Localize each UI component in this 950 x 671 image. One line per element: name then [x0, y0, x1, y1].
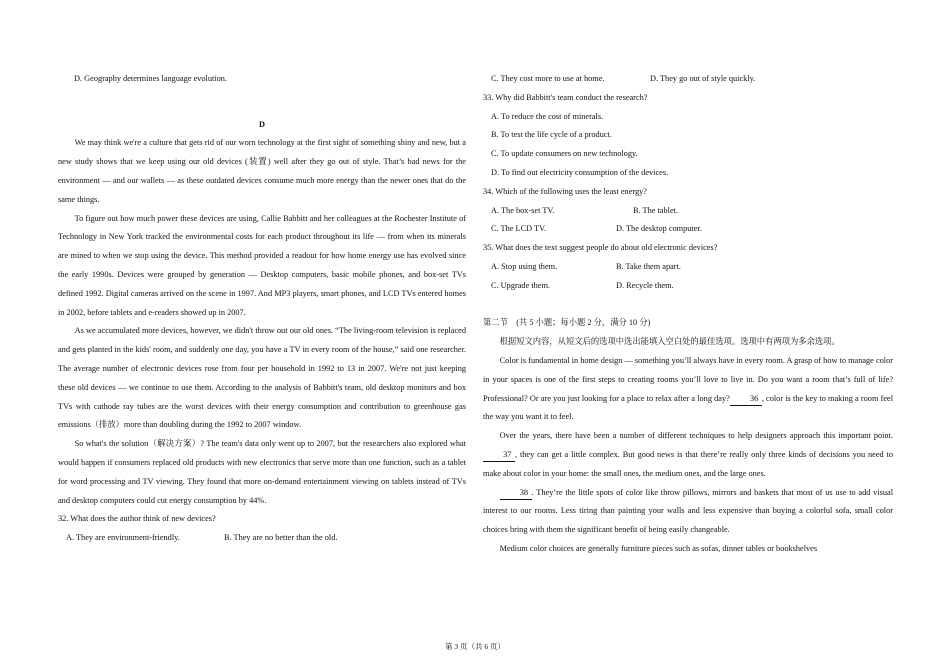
cloze-p1-end: , color is the key to making a room feel the way you want it to feel.: [483, 393, 893, 422]
page-footer: 第 3 页（共 6 页）: [445, 642, 505, 651]
blank-37: 37: [483, 449, 515, 462]
cloze-p1-text: Color is fundamental in home design — something you’ll always have in every room. A grasp of how to manage color in your spaces is one of the first steps to creating rooms you’ll love to live in. Do you want a room that’s full of life? Professional? Or are you just looking for a place to relax after a long day?: [483, 355, 893, 403]
q34-option-a: A. The box-set TV.: [491, 205, 555, 215]
blank-38: 38: [500, 487, 532, 500]
question-32: 32. What does the author think of new devices?: [58, 514, 216, 524]
section-2-instructions: 根据短文内容，从短文后的选项中选出能填入空白处的最佳选项。选项中有两项为多余选项。: [499, 337, 840, 347]
q32-option-d: D. They go out of style quickly.: [650, 74, 756, 83]
q32-option-c: C. They cost more to use at home.: [491, 74, 605, 83]
q32-option-a: A. They are environment-friendly.: [66, 533, 180, 543]
q34-option-b: B. The tablet.: [633, 205, 679, 215]
q35-option-c: C. Upgrade them.: [491, 280, 550, 290]
q35-option-b: B. Take them apart.: [616, 261, 681, 271]
section-2-heading: 第二节 (共 5 小题；每小题 2 分，满分 10 分): [483, 318, 651, 328]
cloze-p2-end: , they can get a little complex. But good news is that there’re really only three kinds of decisions you need to make about color in your home: the small ones, the medium ones, and the large ones.: [483, 449, 893, 478]
blank-36: 36: [730, 393, 762, 406]
passage-d-paragraph-4: So what's the solution（解决方案）? The team's data only went up to 2007, but the researchers also explored what would happen if consumers replaced old products with new electronics that serve more than one function, such as a tablet for word processing and TV viewing. They found that more on-demand entertainment viewing on tablets instead of TVs and desktop computers could cut energy consumption by 44%.: [58, 439, 466, 505]
q32-option-b: B. They are no better than the old.: [224, 533, 338, 543]
q33-option-c: C. To update consumers on new technology.: [491, 149, 638, 159]
question-32-options: [58, 529, 466, 548]
passage-d-paragraph-1: We may think we're a culture that gets rid of our worn technology at the first sight of something shiny and new, but a new study shows that we keep using our old devices (装置) well after they go out of style. That’s bad news for the environment — and our wallets — as these outdated devices consume much more energy than the newer ones that do the same things.: [58, 138, 466, 204]
question-35: 35. What does the text suggest people do about old electronic devices?: [483, 243, 718, 253]
cloze-p2-text: Over the years, there have been a number of different techniques to help designers approach this important point.: [499, 431, 893, 441]
cloze-paragraph-4: Medium color choices are generally furniture pieces such as sofas, dinner tables or bookshelves: [499, 543, 818, 553]
passage-d-paragraph-2: To figure out how much power these devices are using, Callie Babbitt and her colleagues at the Rochester Institute of Technology in New York tracked the environmental costs for each product throughout its life — from when its minerals are mined to when we stop using the device. This method provided a readout for how home energy use has evolved since the early 1990s. Devices were grouped by generation — Desktop computers, basic mobile phones, and box-set TVs defined 1992. Digital cameras arrived on the scene in 1997. And MP3 players, smart phones, and LCD TVs entered homes in 2002, before tablets and e-readers showed up in 2007.: [58, 213, 466, 317]
question-33: 33. Why did Babbitt's team conduct the research?: [483, 92, 648, 102]
cloze-paragraph-2: [483, 427, 893, 483]
q33-option-b: B. To test the life cycle of a product.: [491, 130, 612, 140]
passage-d-paragraph-3: As we accumulated more devices, however, we didn't throw out our old ones. “The living-room television is replaced and gets planted in the kids' room, and suddenly one day, you have a TV in every room of the house,” said one researcher. The average number of electronic devices rose from four per household in 1992 to 13 in 2007. We're not just keeping these old devices — we continue to use them. According to the analysis of Babbitt's team, old desktop monitors and box TVs with cathode ray tubes are the worst devices with their energy consumption and contribution to greenhouse gas emissions（排放）more than doubling during the 1992 to 2007 window.: [58, 326, 466, 430]
question-34: 34. Which of the following uses the least energy?: [483, 186, 647, 196]
cloze-paragraph-1: [483, 352, 893, 427]
left-column: [58, 70, 466, 548]
q34-option-c: C. The LCD TV.: [491, 224, 547, 234]
question-34-options-ab: [483, 202, 893, 221]
right-column: [483, 70, 893, 559]
q35-option-d: D. Recycle them.: [616, 280, 674, 290]
q33-option-d: D. To find out electricity consumption of the devices.: [491, 167, 669, 177]
question-35-options-ab: [483, 258, 893, 277]
cloze-paragraph-3: [483, 484, 893, 540]
passage-label: D: [259, 119, 265, 129]
q31-option-d: D. Geography determines language evolution.: [74, 74, 227, 83]
q34-option-d: D. The desktop computer.: [616, 224, 702, 234]
question-32-options-cd: [483, 70, 893, 89]
q33-option-a: A. To reduce the cost of minerals.: [491, 111, 604, 121]
cloze-p3-end: . They’re the little spots of color like throw pillows, mirrors and baskets that most of us use to add visual interest to our rooms. Less tiring than painting your walls and less expensive than buying a colorful sofa, small color choices bring with them the significant benefit of being easily changeable.: [483, 487, 893, 535]
q35-option-a: A. Stop using them.: [491, 261, 558, 271]
question-34-options-cd: [483, 220, 893, 239]
question-35-options-cd: [483, 277, 893, 296]
